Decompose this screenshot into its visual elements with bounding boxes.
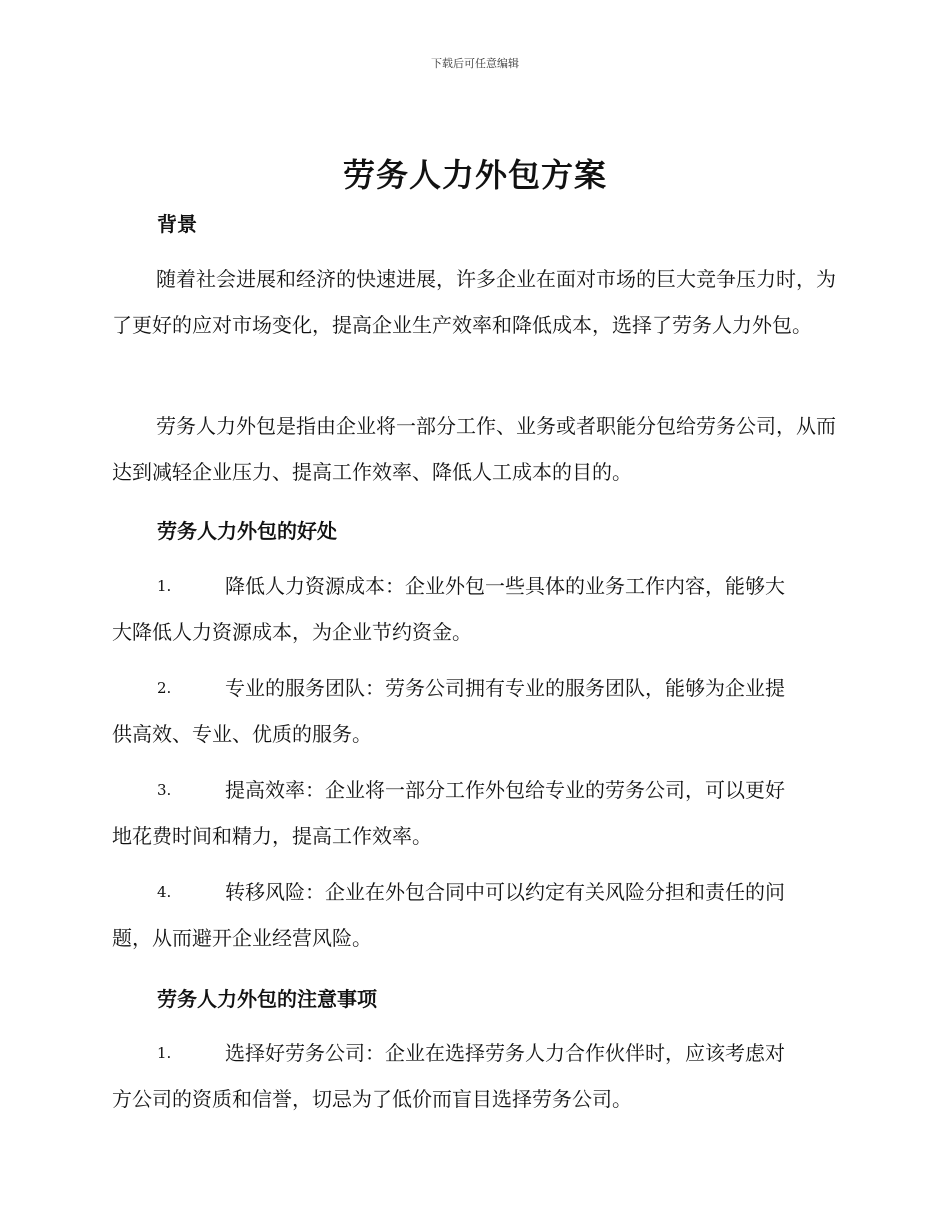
section-heading-benefits: 劳务人力外包的好处	[157, 519, 337, 543]
list-item-text-continued: 供高效、专业、优质的服务。	[112, 722, 372, 746]
list-item	[112, 563, 836, 655]
list-item-number: 1.	[157, 1044, 172, 1062]
list-item-number: 4.	[157, 883, 172, 901]
list-item-number: 1.	[157, 577, 172, 595]
list-item-text-continued: 题，从而避开企业经营风险。	[112, 926, 372, 950]
list-item-text-continued: 地花费时间和精力，提高工作效率。	[112, 824, 432, 848]
list-item-number: 2.	[157, 679, 172, 697]
section-heading-notes: 劳务人力外包的注意事项	[157, 987, 377, 1011]
list-item-text: 专业的服务团队：劳务公司拥有专业的服务团队，能够为企业提	[225, 676, 785, 700]
list-item-text-continued: 方公司的资质和信誉，切忌为了低价而盲目选择劳务公司。	[112, 1087, 632, 1111]
list-item-text: 降低人力资源成本：企业外包一些具体的业务工作内容，能够大	[225, 574, 785, 598]
list-item	[112, 869, 836, 961]
section-heading-background: 背景	[157, 212, 197, 236]
list-item-text: 选择好劳务公司：企业在选择劳务人力合作伙伴时，应该考虑对	[225, 1041, 785, 1065]
list-item-text: 提高效率：企业将一部分工作外包给专业的劳务公司，可以更好	[225, 778, 785, 802]
header-note: 下载后可任意编辑	[431, 57, 519, 70]
list-item	[112, 1030, 836, 1122]
paragraph-background-1: 随着社会进展和经济的快速进展，许多企业在面对市场的巨大竞争压力时，为了更好的应对市场变化，提高企业生产效率和降低成本，选择了劳务人力外包。	[112, 267, 836, 337]
list-item	[112, 767, 836, 859]
list-item-text: 转移风险：企业在外包合同中可以约定有关风险分担和责任的问	[225, 880, 785, 904]
list-item-number: 3.	[157, 781, 172, 799]
list-item	[112, 665, 836, 757]
list-item-text-continued: 大降低人力资源成本，为企业节约资金。	[112, 620, 472, 644]
document-title: 劳务人力外包方案	[342, 156, 607, 194]
paragraph-background-2: 劳务人力外包是指由企业将一部分工作、业务或者职能分包给劳务公司，从而达到减轻企业压力、提高工作效率、降低人工成本的目的。	[112, 414, 836, 484]
